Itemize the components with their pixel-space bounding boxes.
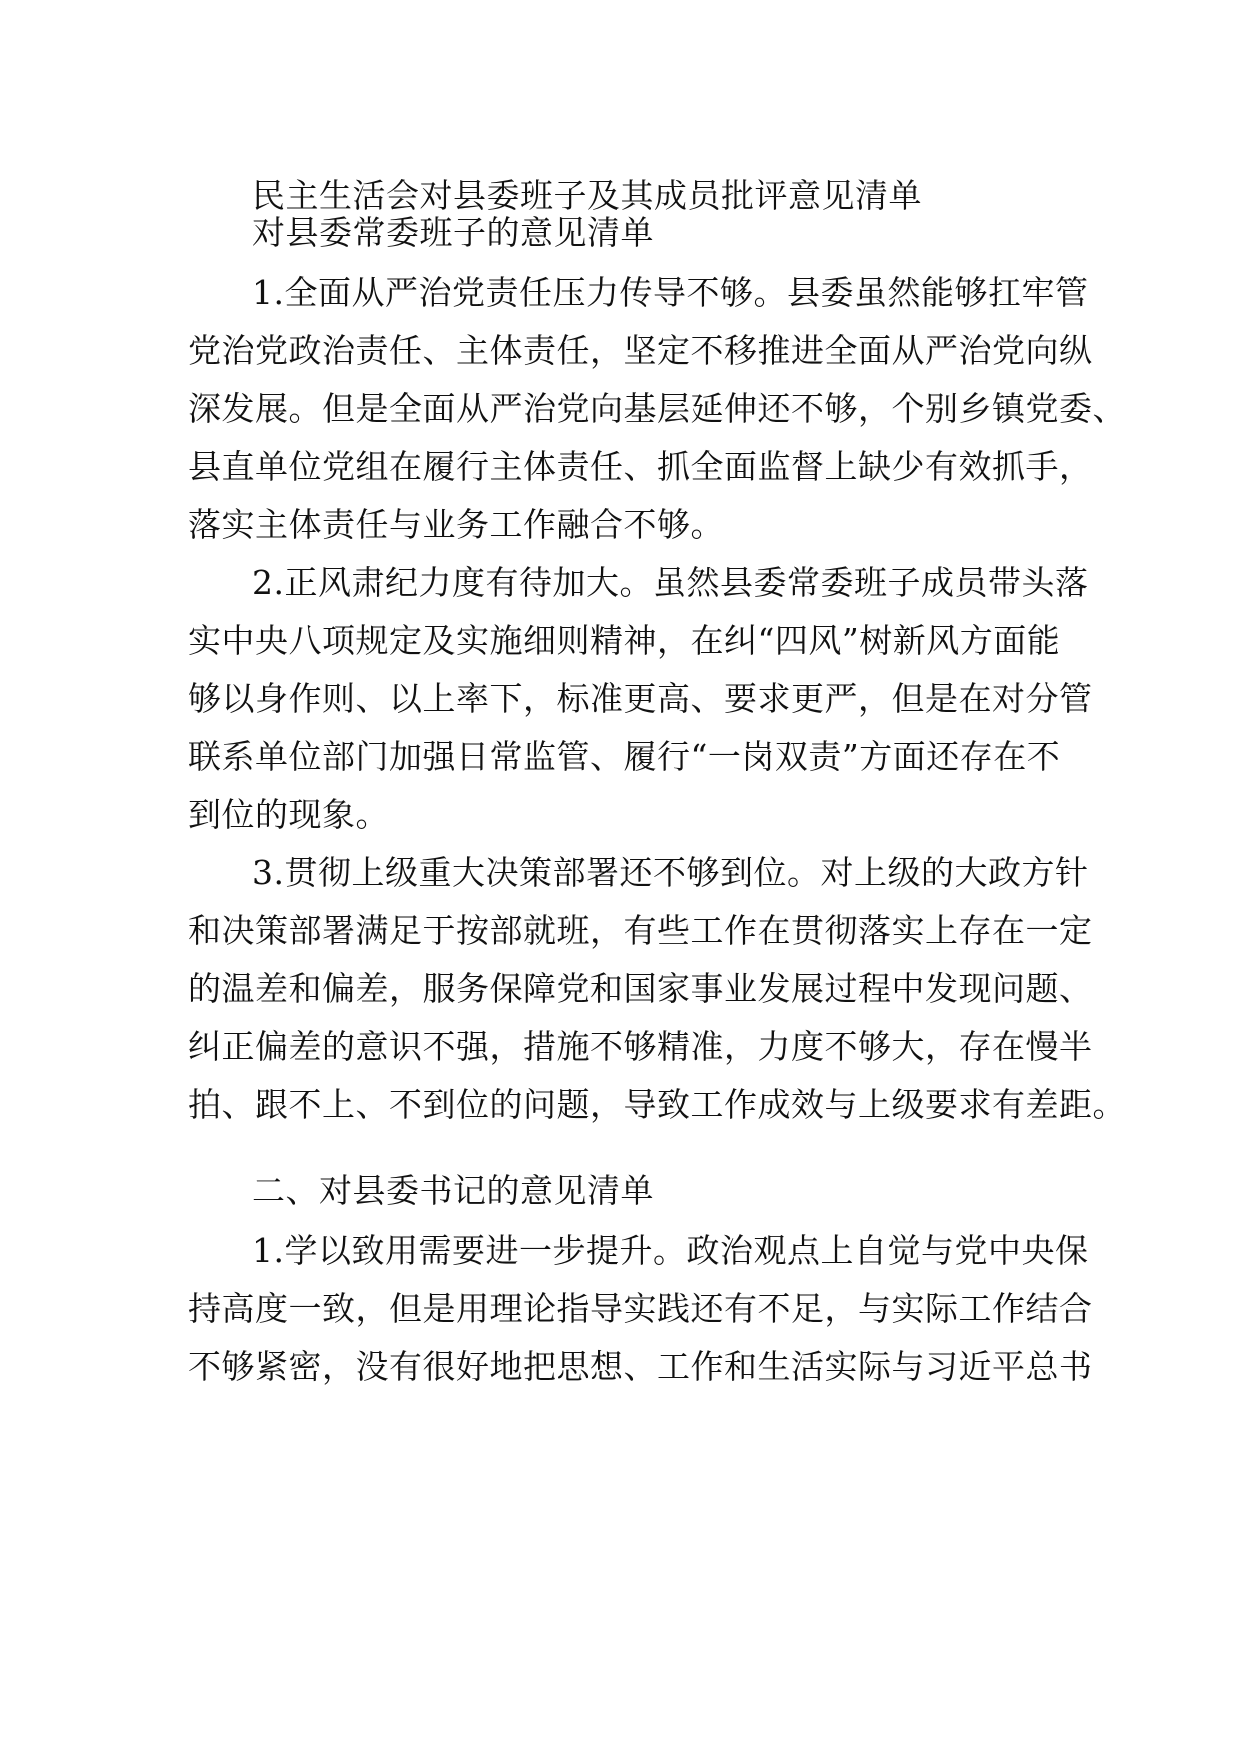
section-heading-standing-committee: 对县委常委班子的意见清单 — [252, 213, 654, 252]
paragraph-line: 2.正风肃纪力度有待加大。虽然县委常委班子成员带头落 — [252, 563, 1089, 602]
section-heading-county-secretary: 二、对县委书记的意见清单 — [252, 1171, 654, 1210]
paragraph-line: 到位的现象。 — [188, 795, 389, 834]
paragraph-line: 和决策部署满足于按部就班，有些工作在贯彻落实上存在一定 — [188, 911, 1093, 950]
paragraph-line: 3.贯彻上级重大决策部署还不够到位。对上级的大政方针 — [252, 853, 1089, 892]
paragraph-line: 持高度一致，但是用理论指导实践还有不足，与实际工作结合 — [188, 1289, 1093, 1328]
paragraph-line: 实中央八项规定及实施细则精神，在纠“四风”树新风方面能 — [188, 621, 1061, 660]
paragraph-line: 拍、跟不上、不到位的问题，导致工作成效与上级要求有差距。 — [188, 1085, 1126, 1124]
paragraph-line: 的温差和偏差，服务保障党和国家事业发展过程中发现问题、 — [188, 969, 1093, 1008]
paragraph-line: 1.学以致用需要进一步提升。政治观点上自觉与党中央保 — [252, 1231, 1089, 1270]
paragraph-line: 1.全面从严治党责任压力传导不够。县委虽然能够扛牢管 — [252, 273, 1089, 312]
paragraph-line: 落实主体责任与业务工作融合不够。 — [188, 505, 724, 544]
paragraph-line: 够以身作则、以上率下，标准更高、要求更严，但是在对分管 — [188, 679, 1093, 718]
paragraph-line: 纠正偏差的意识不强，措施不够精准，力度不够大，存在慢半 — [188, 1027, 1093, 1066]
paragraph-line: 不够紧密，没有很好地把思想、工作和生活实际与习近平总书 — [188, 1347, 1093, 1386]
document-title: 民主生活会对县委班子及其成员批评意见清单 — [252, 176, 922, 215]
paragraph-line: 党治党政治责任、主体责任，坚定不移推进全面从严治党向纵 — [188, 331, 1093, 370]
paragraph-line: 县直单位党组在履行主体责任、抓全面监督上缺少有效抓手， — [188, 447, 1093, 486]
paragraph-line: 联系单位部门加强日常监管、履行“一岗双责”方面还存在不 — [188, 737, 1061, 776]
paragraph-line: 深发展。但是全面从严治党向基层延伸还不够，个别乡镇党委、 — [188, 389, 1126, 428]
